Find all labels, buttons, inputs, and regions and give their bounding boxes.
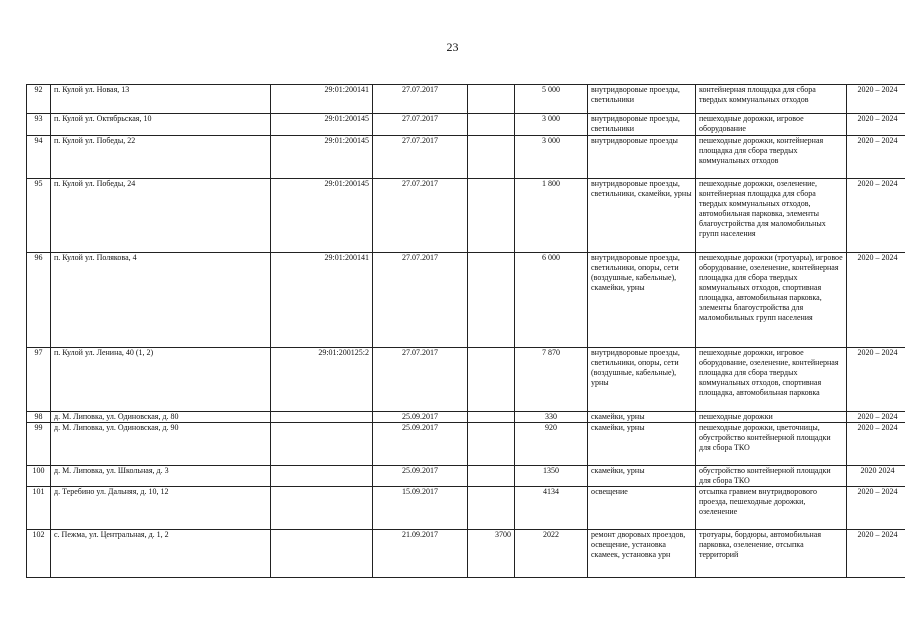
period-cell: 2020 – 2024	[847, 412, 905, 423]
address-cell: п. Кулой ул. Победы, 22	[51, 136, 271, 179]
planned-works-cell: пешеходные дорожки, озеленение, контейнерная площадка для сбора твердых коммунальных отходов, автомобильная парковка, элементы благоустройства для маломобильных групп населения	[696, 179, 847, 253]
row-number: 99	[27, 423, 51, 466]
row-number: 95	[27, 179, 51, 253]
date-cell: 27.07.2017	[373, 136, 468, 179]
cadastral-number-cell: 29:01:200141	[271, 253, 373, 348]
cost-cell	[468, 412, 515, 423]
existing-elements-cell: внутридворовые проезды	[588, 136, 696, 179]
table-row	[27, 466, 905, 487]
cadastral-number-cell	[271, 423, 373, 466]
date-cell: 27.07.2017	[373, 114, 468, 136]
area-cell: 3 000	[515, 114, 588, 136]
area-cell: 5 000	[515, 85, 588, 114]
cadastral-number-cell: 29:01:200145	[271, 179, 373, 253]
address-cell: п. Кулой ул. Новая, 13	[51, 85, 271, 114]
cost-cell	[468, 466, 515, 487]
area-cell: 2022	[515, 530, 588, 578]
cadastral-number-cell: 29:01:200125:2	[271, 348, 373, 412]
address-cell: п. Кулой ул. Ленина, 40 (1, 2)	[51, 348, 271, 412]
table-row	[27, 348, 905, 412]
table-row	[27, 253, 905, 348]
cadastral-number-cell: 29:01:200145	[271, 136, 373, 179]
row-number: 100	[27, 466, 51, 487]
period-cell: 2020 – 2024	[847, 253, 905, 348]
cost-cell	[468, 423, 515, 466]
area-cell: 6 000	[515, 253, 588, 348]
existing-elements-cell: внутридворовые проезды, светильники, скамейки, урны	[588, 179, 696, 253]
period-cell: 2020 – 2024	[847, 530, 905, 578]
existing-elements-cell: скамейки, урны	[588, 466, 696, 487]
planned-works-cell: обустройство контейнерной площадки для сбора ТКО	[696, 466, 847, 487]
address-cell: п. Кулой ул. Победы, 24	[51, 179, 271, 253]
existing-elements-cell: внутридворовые проезды, светильники, опоры, сети (воздушные, кабельные), скамейки, урны	[588, 253, 696, 348]
planned-works-cell: пешеходные дорожки	[696, 412, 847, 423]
address-cell: д. М. Липовка, ул. Одиновская, д. 80	[51, 412, 271, 423]
date-cell: 27.07.2017	[373, 85, 468, 114]
existing-elements-cell: скамейки, урны	[588, 412, 696, 423]
page-number: 23	[446, 40, 459, 54]
address-cell: д. М. Липовка, ул. Одиновская, д. 90	[51, 423, 271, 466]
existing-elements-cell: освещение	[588, 487, 696, 530]
cost-cell	[468, 85, 515, 114]
planned-works-cell: отсыпка гравием внутридворового проезда, пешеходные дорожки, озеленение	[696, 487, 847, 530]
cost-cell	[468, 114, 515, 136]
table-row	[27, 179, 905, 253]
address-cell: с. Пежма, ул. Центральная, д. 1, 2	[51, 530, 271, 578]
existing-elements-cell: внутридворовые проезды, светильники, опоры, сети (воздушные, кабельные), урны	[588, 348, 696, 412]
row-number: 101	[27, 487, 51, 530]
planned-works-cell: тротуары, бордюры, автомобильная парковка, озеленение, отсыпка территорий	[696, 530, 847, 578]
address-cell: д. М. Липовка, ул. Школьная, д. 3	[51, 466, 271, 487]
table-row	[27, 487, 905, 530]
date-cell: 15.09.2017	[373, 487, 468, 530]
area-cell: 330	[515, 412, 588, 423]
cost-cell	[468, 136, 515, 179]
cost-cell: 3700	[468, 530, 515, 578]
existing-elements-cell: ремонт дворовых проездов, освещение, установка скамеек, установка урн	[588, 530, 696, 578]
row-number: 93	[27, 114, 51, 136]
period-cell: 2020 – 2024	[847, 487, 905, 530]
period-cell: 2020 – 2024	[847, 85, 905, 114]
table-row	[27, 114, 905, 136]
row-number: 92	[27, 85, 51, 114]
row-number: 97	[27, 348, 51, 412]
address-cell: д. Теребино ул. Дальняя, д. 10, 12	[51, 487, 271, 530]
date-cell: 25.09.2017	[373, 466, 468, 487]
row-number: 102	[27, 530, 51, 578]
period-cell: 2020 – 2024	[847, 348, 905, 412]
cadastral-number-cell	[271, 412, 373, 423]
cadastral-number-cell	[271, 466, 373, 487]
table-row	[27, 85, 905, 114]
planned-works-cell: контейнерная площадка для сбора твердых коммунальных отходов	[696, 85, 847, 114]
row-number: 94	[27, 136, 51, 179]
period-cell: 2020 2024	[847, 466, 905, 487]
period-cell: 2020 – 2024	[847, 179, 905, 253]
cost-cell	[468, 348, 515, 412]
planned-works-cell: пешеходные дорожки, контейнерная площадка для сбора твердых коммунальных отходов	[696, 136, 847, 179]
planned-works-cell: пешеходные дорожки, цветочницы, обустройство контейнерной площадки для сбора ТКО	[696, 423, 847, 466]
table-body	[27, 85, 905, 578]
registry-table	[26, 84, 905, 578]
cadastral-number-cell	[271, 487, 373, 530]
planned-works-cell: пешеходные дорожки, игровое оборудование, озеленение, контейнерная площадка для сбора твердых коммунальных отходов, спортивная площадка, автомобильная парковка	[696, 348, 847, 412]
cadastral-number-cell	[271, 530, 373, 578]
planned-works-cell: пешеходные дорожки, игровое оборудование	[696, 114, 847, 136]
date-cell: 25.09.2017	[373, 423, 468, 466]
date-cell: 27.07.2017	[373, 253, 468, 348]
area-cell: 4134	[515, 487, 588, 530]
address-cell: п. Кулой ул. Полякова, 4	[51, 253, 271, 348]
row-number: 98	[27, 412, 51, 423]
table-row	[27, 136, 905, 179]
date-cell: 27.07.2017	[373, 348, 468, 412]
cost-cell	[468, 487, 515, 530]
area-cell: 7 870	[515, 348, 588, 412]
date-cell: 21.09.2017	[373, 530, 468, 578]
existing-elements-cell: скамейки, урны	[588, 423, 696, 466]
period-cell: 2020 – 2024	[847, 114, 905, 136]
cost-cell	[468, 179, 515, 253]
existing-elements-cell: внутридворовые проезды, светильники	[588, 114, 696, 136]
area-cell: 1 800	[515, 179, 588, 253]
area-cell: 3 000	[515, 136, 588, 179]
planned-works-cell: пешеходные дорожки (тротуары), игровое оборудование, озеленение, контейнерная площадка для сбора твердых коммунальных отходов, спортивная площадка, автомобильная парковка, элементы благоустройства для маломобильных групп населения	[696, 253, 847, 348]
area-cell: 920	[515, 423, 588, 466]
table-row	[27, 412, 905, 423]
table-row	[27, 423, 905, 466]
table-row	[27, 530, 905, 578]
cost-cell	[468, 253, 515, 348]
period-cell: 2020 – 2024	[847, 423, 905, 466]
area-cell: 1350	[515, 466, 588, 487]
date-cell: 27.07.2017	[373, 179, 468, 253]
existing-elements-cell: внутридворовые проезды, светильники	[588, 85, 696, 114]
cadastral-number-cell: 29:01:200141	[271, 85, 373, 114]
address-cell: п. Кулой ул. Октябрьская, 10	[51, 114, 271, 136]
period-cell: 2020 – 2024	[847, 136, 905, 179]
cadastral-number-cell: 29:01:200145	[271, 114, 373, 136]
row-number: 96	[27, 253, 51, 348]
date-cell: 25.09.2017	[373, 412, 468, 423]
